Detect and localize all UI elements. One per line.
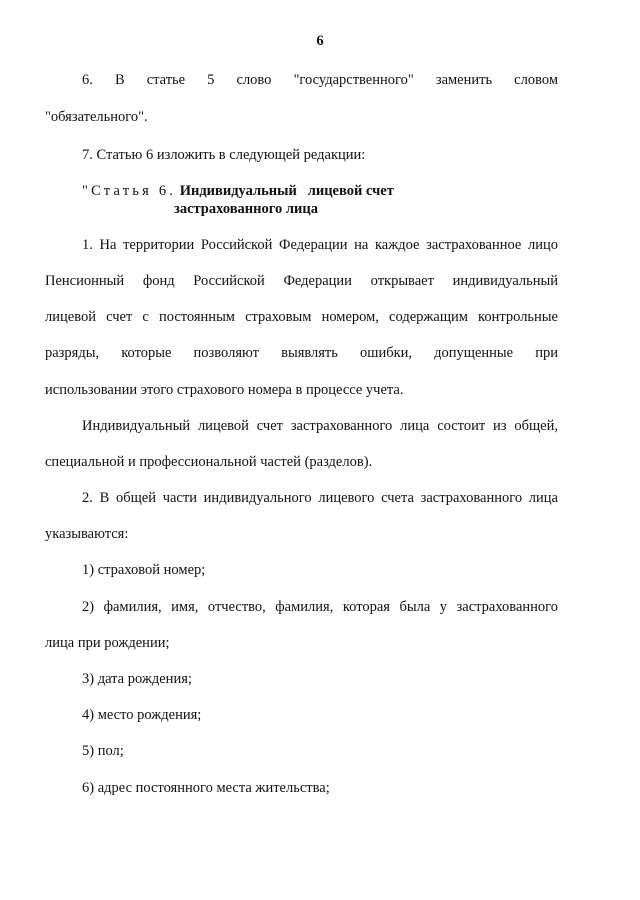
clause-1-line-5: использовании этого страхового номера в процессе учета. [45, 382, 404, 398]
list-item-6: 6) адрес постоянного места жительства; [82, 780, 330, 796]
paragraph-6-line-2: "обязательного". [45, 109, 148, 125]
paragraph-6-line-1: 6. В статье 5 слово "государственного" заменить словом [82, 72, 558, 88]
list-item-1: 1) страховой номер; [82, 562, 206, 578]
article-heading-line-1 [82, 182, 394, 200]
list-item-2-line-2: лица при рождении; [45, 635, 170, 651]
paragraph-7: 7. Статью 6 изложить в следующей редакции: [82, 147, 366, 163]
clause-1-line-1: 1. На территории Российской Федерации на каждое застрахованное лицо [82, 237, 558, 253]
list-item-4: 4) место рождения; [82, 707, 202, 723]
article-heading-line-2: застрахованного лица [174, 201, 318, 217]
page-number: 6 [316, 33, 324, 49]
clause-1-line-3: лицевой счет с постоянным страховым номером, содержащим контрольные [45, 309, 558, 325]
clause-2-line-1: 2. В общей части индивидуального лицевого счета застрахованного лица [82, 490, 558, 506]
article-heading-prefix: "Статья 6. [82, 183, 177, 199]
list-item-5: 5) пол; [82, 743, 124, 759]
article-heading-title: Индивидуальный лицевой счет [179, 183, 394, 199]
clause-2-line-2: указываются: [45, 526, 129, 542]
clause-1-line-4: разряды, которые позволяют выявлять ошибки, допущенные при [45, 345, 558, 361]
list-item-3: 3) дата рождения; [82, 671, 192, 687]
clause-1-second-paragraph-line-1: Индивидуальный лицевой счет застрахованного лица состоит из общей, [82, 418, 558, 434]
clause-1-second-paragraph-line-2: специальной и профессиональной частей (разделов). [45, 454, 373, 470]
clause-1-line-2: Пенсионный фонд Российской Федерации открывает индивидуальный [45, 273, 558, 289]
list-item-2-line-1: 2) фамилия, имя, отчество, фамилия, которая была у застрахованного [82, 599, 558, 615]
